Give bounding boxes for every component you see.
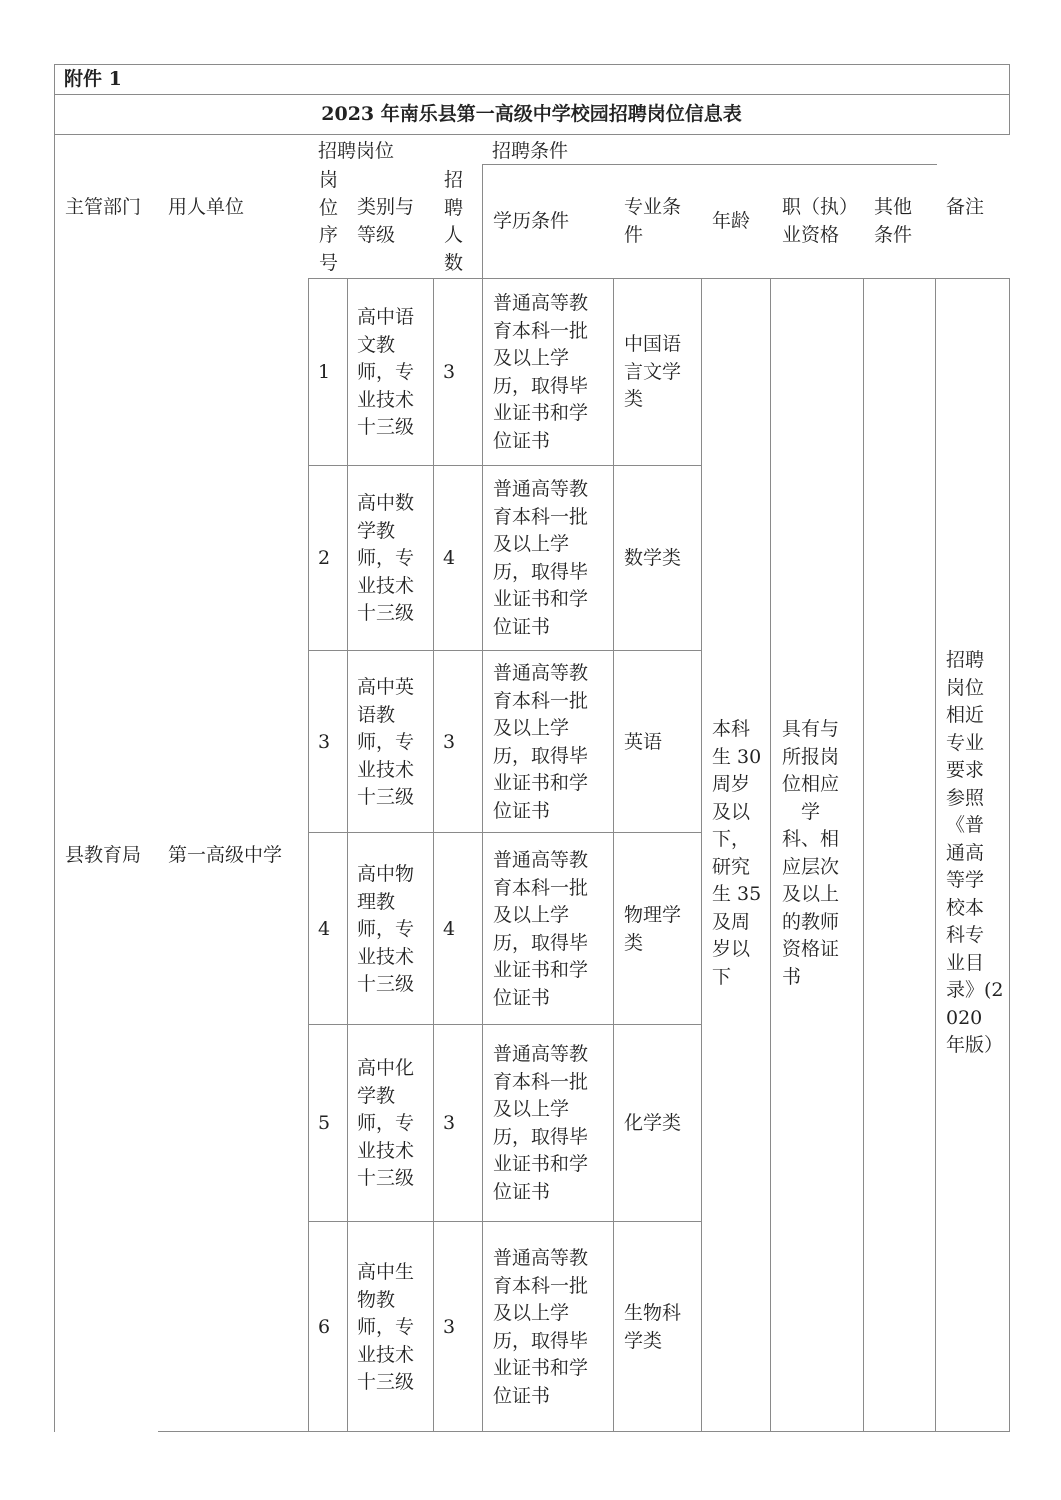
row-2-no: 2 <box>318 547 331 569</box>
rule <box>54 134 1009 135</box>
rule <box>935 278 936 1432</box>
rule <box>308 1221 701 1222</box>
row-4-no: 4 <box>318 918 331 940</box>
rule <box>701 278 702 1432</box>
row-3-no: 3 <box>318 731 331 753</box>
rule <box>308 1024 701 1025</box>
row-6-education: 普通高等教 育本科一批 及以上学 历，取得毕 业证书和学 位证书 <box>493 1247 589 1407</box>
header-post-no: 岗 位 序 号 <box>319 169 339 274</box>
rule <box>347 278 348 1432</box>
header-qualification: 职（执） 业资格 <box>782 196 859 246</box>
row-5-no: 5 <box>318 1112 331 1134</box>
row-3-education: 普通高等教 育本科一批 及以上学 历，取得毕 业证书和学 位证书 <box>493 662 589 822</box>
page-title: 2023 年南乐县第一高级中学校园招聘岗位信息表 <box>321 103 742 125</box>
row-4-major: 物理学 类 <box>624 904 682 954</box>
header-dept: 主管部门 <box>65 196 142 218</box>
rule <box>308 650 701 651</box>
row-1-no: 1 <box>318 361 331 383</box>
rule <box>308 832 701 833</box>
rule <box>54 64 1009 65</box>
cell-dept: 县教育局 <box>65 844 142 866</box>
header-condition-group: 招聘条件 <box>492 140 569 162</box>
rule <box>482 164 483 1432</box>
row-2-education: 普通高等教 育本科一批 及以上学 历，取得毕 业证书和学 位证书 <box>493 478 589 638</box>
cell-remarks: 招聘 岗位 相近 专业 要求 参照 《普 通高 等学 校本 科专 业目 录》(2 020 年版） <box>946 649 1004 1056</box>
rule <box>308 278 1009 279</box>
row-1-major: 中国语 言文学 类 <box>624 333 682 410</box>
rule <box>54 94 1009 95</box>
row-6-no: 6 <box>318 1316 331 1338</box>
rule <box>863 278 864 1432</box>
rule <box>433 278 434 1432</box>
row-4-education: 普通高等教 育本科一批 及以上学 历，取得毕 业证书和学 位证书 <box>493 849 589 1009</box>
rule <box>1009 64 1010 135</box>
row-3-major: 英语 <box>624 731 663 753</box>
rule <box>1009 278 1010 1432</box>
row-6-category: 高中生 物教 师，专 业技术 十三级 <box>357 1261 415 1393</box>
row-4-count: 4 <box>443 918 456 940</box>
row-4-category: 高中物 理教 师，专 业技术 十三级 <box>357 863 415 995</box>
header-count: 招 聘 人 数 <box>444 169 464 274</box>
header-education: 学历条件 <box>493 210 570 232</box>
row-1-category: 高中语 文教 师，专 业技术 十三级 <box>357 306 415 438</box>
rule <box>308 465 701 466</box>
row-6-major: 生物科 学类 <box>624 1302 682 1352</box>
attachment-label: 附件 1 <box>64 68 122 90</box>
rule <box>770 278 771 1432</box>
row-1-education: 普通高等教 育本科一批 及以上学 历，取得毕 业证书和学 位证书 <box>493 292 589 452</box>
header-category: 类别与 等级 <box>357 196 415 246</box>
row-5-count: 3 <box>443 1112 456 1134</box>
row-2-count: 4 <box>443 547 456 569</box>
row-3-category: 高中英 语教 师，专 业技术 十三级 <box>357 676 415 808</box>
header-remarks: 备注 <box>946 196 985 218</box>
row-2-major: 数学类 <box>624 547 682 569</box>
header-other: 其他 条件 <box>874 196 913 246</box>
header-post-group: 招聘岗位 <box>318 140 395 162</box>
row-2-category: 高中数 学教 师，专 业技术 十三级 <box>357 492 415 624</box>
row-5-education: 普通高等教 育本科一批 及以上学 历，取得毕 业证书和学 位证书 <box>493 1043 589 1203</box>
header-unit: 用人单位 <box>168 196 245 218</box>
rule <box>308 278 309 1432</box>
row-6-count: 3 <box>443 1316 456 1338</box>
row-1-count: 3 <box>443 361 456 383</box>
rule <box>54 64 55 1432</box>
cell-age: 本科 生 30 周岁 及以 下， 研究 生 35 及周 岁以 下 <box>712 718 762 988</box>
rule <box>613 278 614 1432</box>
header-age: 年龄 <box>712 210 751 232</box>
row-5-major: 化学类 <box>624 1112 682 1134</box>
header-major: 专业条 件 <box>624 196 682 246</box>
row-3-count: 3 <box>443 731 456 753</box>
row-5-category: 高中化 学教 师，专 业技术 十三级 <box>357 1057 415 1189</box>
cell-qualification: 具有与 所报岗 位相应 学 科、相 应层次 及以上 的教师 资格证 书 <box>782 718 840 988</box>
rule <box>158 1431 1009 1432</box>
cell-unit: 第一高级中学 <box>168 844 283 866</box>
